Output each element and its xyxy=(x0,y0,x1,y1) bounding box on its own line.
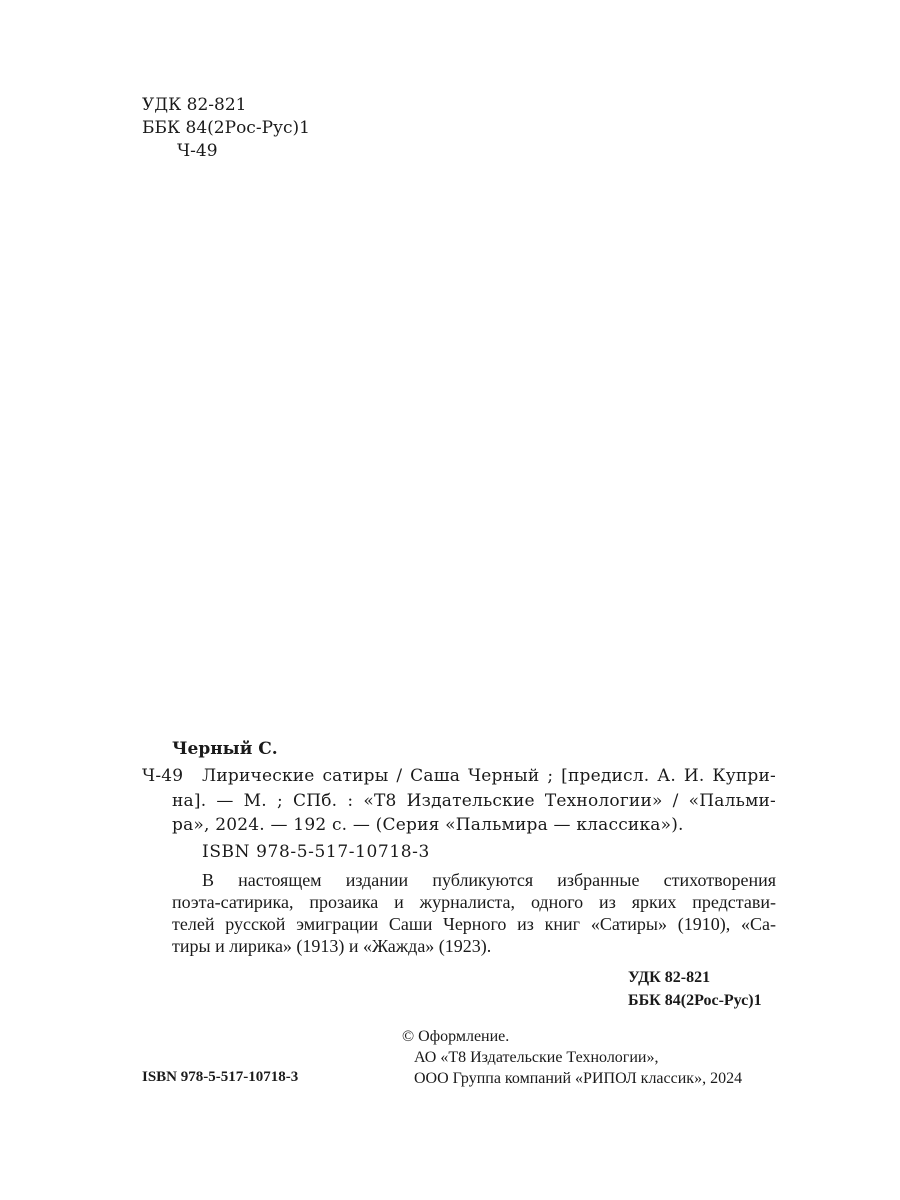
udk-code-bottom: УДК 82-821 xyxy=(628,969,711,986)
author-mark-top: Ч-49 xyxy=(177,141,218,161)
copyright-publisher-2: ООО Группа компаний «РИПОЛ классик», 2024 xyxy=(414,1070,743,1087)
bbk-code-bottom: ББК 84(2Рос-Рус)1 xyxy=(628,992,762,1009)
record-line-2: на]. — М. ; СПб. : «Т8 Издательские Технологии» / «Пальми- xyxy=(172,791,776,811)
shelf-mark: Ч-49 xyxy=(142,766,184,786)
author-name: Черный С. xyxy=(172,739,278,759)
copyright-publisher-1: АО «Т8 Издательские Технологии», xyxy=(414,1049,659,1066)
annotation xyxy=(172,869,776,957)
isbn-record: ISBN 978-5-517-10718-3 xyxy=(202,842,430,862)
copyright-design: © Оформление. xyxy=(402,1028,510,1045)
annotation-line: В настоящем издании публикуются избранные стихотворения xyxy=(202,870,776,890)
annotation-line: поэта-сатирика, прозаика и журналиста, одного из ярких представи- xyxy=(172,892,776,912)
isbn-bottom: ISBN 978-5-517-10718-3 xyxy=(142,1069,299,1085)
record-line-1: Лирические сатиры / Саша Черный ; [предисл. А. И. Купри- xyxy=(202,766,776,786)
udk-code-top: УДК 82-821 xyxy=(142,95,247,115)
record-line-3: ра», 2024. — 192 с. — (Серия «Пальмира — классика»). xyxy=(172,815,684,835)
annotation-line: тиры и лирика» (1913) и «Жажда» (1923). xyxy=(172,936,492,956)
bbk-code-top: ББК 84(2Рос-Рус)1 xyxy=(142,118,310,138)
annotation-line: телей русской эмиграции Саши Черного из книг «Сатиры» (1910), «Са- xyxy=(172,914,776,934)
